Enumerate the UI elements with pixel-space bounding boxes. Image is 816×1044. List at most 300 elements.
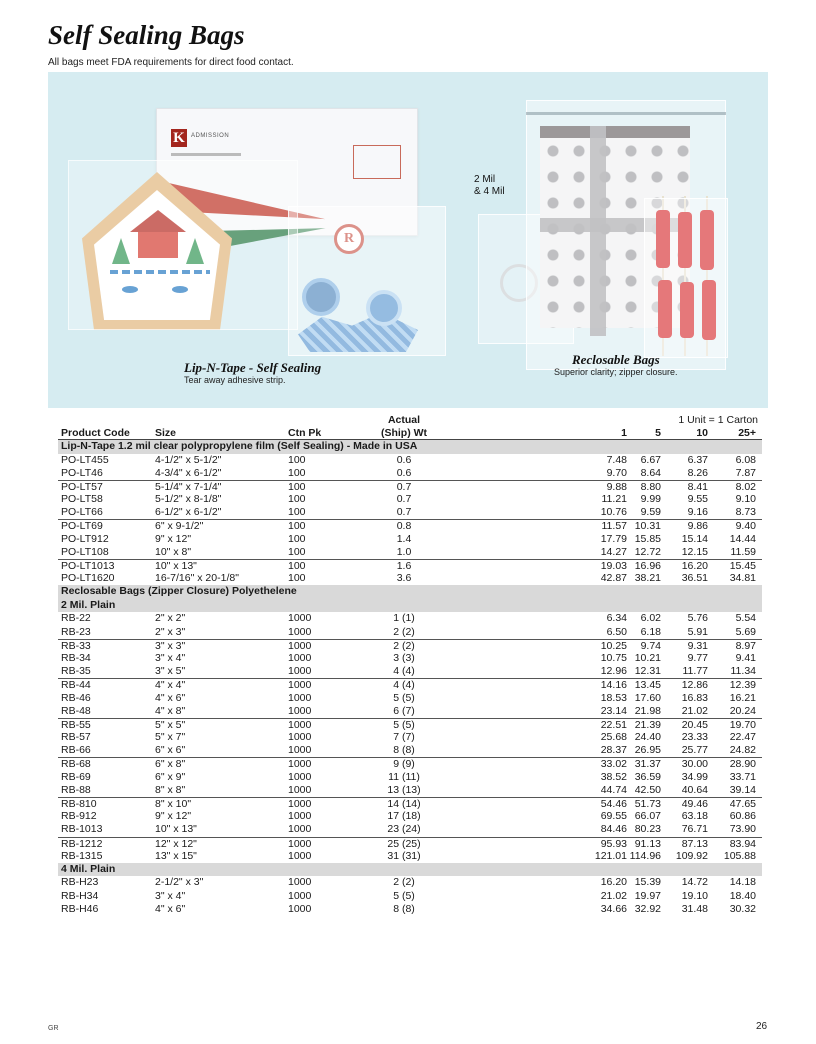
table-row: [58, 718, 762, 731]
cell-weight: 0.7: [396, 493, 412, 506]
cell-price-10: 12.86: [681, 679, 708, 692]
cell-ctn-pk: 100: [288, 466, 306, 479]
cell-price-5: 12.72: [634, 545, 661, 558]
cell-price-5: 31.37: [634, 758, 661, 771]
cell-price-5: 13.45: [634, 679, 661, 692]
cell-ctn-pk: 1000: [288, 810, 312, 823]
caption-left-title: Lip-N-Tape - Self Sealing: [184, 360, 322, 375]
cell-ctn-pk: 100: [288, 453, 306, 466]
table-row: [58, 652, 762, 665]
cell-price-10: 21.02: [681, 704, 708, 717]
cell-price-1: 6.34: [606, 612, 627, 625]
cell-weight: 1 (1): [393, 612, 415, 625]
cell-price-25: 14.18: [729, 876, 756, 889]
cell-price-1: 6.50: [606, 625, 627, 638]
table-row: [58, 890, 762, 903]
cell-price-1: 11.21: [601, 493, 627, 506]
cell-price-1: 34.66: [600, 902, 627, 915]
cell-price-1: 10.75: [600, 651, 627, 664]
cell-price-25: 83.94: [729, 837, 756, 850]
cell-ctn-pk: 1000: [288, 718, 312, 731]
cell-price-10: 9.77: [687, 651, 708, 664]
cell-ctn-pk: 1000: [288, 876, 312, 889]
cell-size: 12" x 12": [155, 837, 197, 850]
cell-price-10: 6.37: [687, 453, 708, 466]
cell-product-code: RB-35: [61, 665, 91, 678]
envelope-logo: K: [171, 129, 187, 147]
table-row: [58, 559, 762, 572]
cell-price-25: 5.54: [735, 612, 756, 625]
cell-weight: 8 (8): [393, 744, 415, 757]
table-row: [58, 876, 762, 889]
cell-price-5: 16.96: [634, 560, 661, 572]
cell-ctn-pk: 1000: [288, 704, 312, 717]
cell-price-5: 9.59: [640, 506, 661, 519]
cell-price-25: 33.71: [729, 770, 756, 783]
cell-weight: 5 (5): [393, 889, 415, 902]
section-title: Reclosable Bags (Zipper Closure) Polyethelene: [61, 585, 297, 598]
cell-price-1: 25.68: [600, 731, 627, 744]
cell-price-1: 69.55: [600, 810, 627, 823]
page-title: Self Sealing Bags: [48, 20, 245, 50]
cell-price-1: 54.46: [600, 798, 627, 810]
envelope-stamp-box: [353, 145, 401, 179]
cell-price-5: 51.73: [634, 798, 661, 810]
cell-product-code: RB-1013: [61, 823, 103, 836]
cell-price-5: 9.74: [640, 639, 661, 652]
cell-size: 6" x 6": [155, 744, 186, 757]
table-row: [58, 810, 762, 823]
cell-weight: 0.6: [396, 453, 412, 466]
caption-right-subtitle: Superior clarity; zipper closure.: [554, 367, 678, 377]
header-price-25: 25+: [738, 427, 756, 439]
product-photo: [48, 72, 768, 408]
cell-size: 13" x 15": [155, 849, 197, 862]
cell-price-10: 25.77: [681, 744, 708, 757]
cell-product-code: PO-LT58: [61, 493, 103, 506]
cell-product-code: PO-LT455: [61, 453, 109, 466]
cell-price-25: 30.32: [729, 902, 756, 915]
cell-ctn-pk: 1000: [288, 783, 312, 796]
cell-price-10: 40.64: [681, 783, 708, 796]
cell-size: 9" x 12": [155, 532, 192, 545]
cell-size: 5" x 5": [155, 718, 186, 731]
cell-price-10: 109.92: [675, 849, 708, 862]
cell-price-1: 7.48: [606, 453, 627, 466]
cell-price-5: 10.21: [634, 651, 661, 664]
cell-size: 10" x 8": [155, 545, 192, 558]
cell-price-1: 33.02: [600, 758, 627, 771]
cell-price-10: 9.16: [687, 506, 708, 519]
cell-price-25: 9.40: [735, 520, 756, 533]
envelope-name: ADMISSION: [191, 133, 230, 139]
cell-price-10: 87.13: [681, 837, 708, 850]
table-row: [58, 850, 762, 863]
cell-product-code: RB-1315: [61, 849, 103, 862]
zipper-closure: [526, 112, 726, 115]
table-row: [58, 626, 762, 639]
header-price-5: 5: [655, 427, 661, 439]
cell-price-10: 34.99: [681, 770, 708, 783]
cell-price-10: 8.26: [687, 466, 708, 479]
cell-price-10: 19.10: [681, 889, 708, 902]
cell-price-5: 6.18: [640, 625, 661, 638]
cell-price-5: 17.60: [634, 691, 661, 704]
section-title: 4 Mil. Plain: [61, 862, 116, 875]
cell-weight: 17 (18): [387, 810, 421, 823]
cell-weight: 31 (31): [387, 849, 421, 862]
cell-price-5: 6.02: [640, 612, 661, 625]
cell-price-25: 9.10: [735, 493, 756, 506]
cell-size: 3" x 4": [155, 651, 186, 664]
section-header: [58, 863, 762, 877]
cell-weight: 5 (5): [393, 691, 415, 704]
cell-price-25: 18.40: [729, 889, 756, 902]
cell-product-code: PO-LT1013: [61, 560, 115, 572]
cell-price-25: 16.21: [729, 691, 756, 704]
cell-price-1: 23.14: [600, 704, 627, 717]
cell-price-5: 15.39: [634, 876, 661, 889]
cell-price-25: 14.44: [729, 532, 756, 545]
table-row: [58, 678, 762, 691]
cell-ctn-pk: 1000: [288, 758, 312, 771]
cell-price-1: 9.70: [606, 466, 627, 479]
page-subtitle: All bags meet FDA requirements for direct food contact.: [48, 57, 294, 68]
cell-price-10: 9.55: [687, 493, 708, 506]
page-number: 26: [756, 1021, 768, 1032]
cell-size: 4-3/4" x 6-1/2": [155, 466, 222, 479]
header-size: Size: [155, 427, 177, 439]
cell-weight: 3 (3): [393, 651, 415, 664]
cell-price-1: 121.01: [594, 849, 627, 862]
cell-price-1: 9.88: [606, 480, 627, 493]
candy-zipper-bag: [644, 198, 728, 358]
cell-price-25: 9.41: [735, 651, 756, 664]
cell-product-code: RB-44: [61, 679, 91, 692]
cell-product-code: RB-34: [61, 651, 91, 664]
cell-price-5: 6.67: [640, 453, 661, 466]
cell-ctn-pk: 1000: [288, 731, 312, 744]
cell-size: 4" x 6": [155, 902, 186, 915]
cell-ctn-pk: 1000: [288, 837, 312, 850]
cell-weight: 0.7: [396, 480, 412, 493]
cell-product-code: RB-46: [61, 691, 91, 704]
cell-weight: 1.4: [396, 532, 412, 545]
header-weight: (Ship) Wt: [380, 427, 428, 439]
cell-product-code: PO-LT1620: [61, 572, 115, 585]
cell-product-code: PO-LT69: [61, 520, 103, 533]
cell-weight: 13 (13): [387, 783, 421, 796]
cell-price-5: 80.23: [634, 823, 661, 836]
cell-size: 2" x 3": [155, 625, 186, 638]
mil-label-line1: 2 Mil: [474, 174, 496, 185]
cell-product-code: RB-912: [61, 810, 97, 823]
cell-weight: 7 (7): [393, 731, 415, 744]
cell-price-10: 5.91: [687, 625, 708, 638]
cell-price-1: 10.25: [600, 639, 627, 652]
cell-price-5: 42.50: [634, 783, 661, 796]
cell-price-1: 11.57: [601, 520, 627, 533]
cell-product-code: RB-1212: [61, 837, 103, 850]
table-row: [58, 797, 762, 810]
lip-n-tape-bag-large: [68, 160, 298, 330]
cell-ctn-pk: 100: [288, 572, 306, 585]
cell-price-25: 47.65: [729, 798, 756, 810]
price-table: [58, 414, 762, 916]
unit-note: 1 Unit = 1 Carton: [678, 414, 758, 426]
cell-weight: 25 (25): [387, 837, 421, 850]
cell-size: 3" x 4": [155, 889, 186, 902]
table-row: [58, 744, 762, 757]
cell-ctn-pk: 1000: [288, 691, 312, 704]
cell-weight: 0.7: [396, 506, 412, 519]
table-header-top: [58, 414, 762, 427]
cell-size: 3" x 5": [155, 665, 186, 678]
cell-ctn-pk: 1000: [288, 612, 312, 625]
cell-price-25: 8.97: [735, 639, 756, 652]
cell-price-5: 10.31: [634, 520, 661, 533]
table-body: [58, 440, 762, 916]
cell-price-5: 15.85: [634, 532, 661, 545]
cell-ctn-pk: 1000: [288, 798, 312, 810]
cell-price-10: 12.15: [681, 545, 708, 558]
header-product-code: Product Code: [61, 427, 130, 439]
cell-price-5: 26.95: [634, 744, 661, 757]
table-row: [58, 467, 762, 480]
cell-price-10: 9.31: [687, 639, 708, 652]
cell-size: 5-1/2" x 8-1/8": [155, 493, 222, 506]
cell-product-code: RB-23: [61, 625, 91, 638]
cell-price-25: 105.88: [723, 849, 756, 862]
cell-price-25: 60.86: [729, 810, 756, 823]
table-row: [58, 572, 762, 585]
cell-product-code: RB-48: [61, 704, 91, 717]
cell-size: 2-1/2" x 3": [155, 876, 204, 889]
caption-right-title: Reclosable Bags: [572, 352, 660, 367]
cell-weight: 2 (2): [393, 876, 415, 889]
cell-ctn-pk: 1000: [288, 770, 312, 783]
cell-weight: 2 (2): [393, 639, 415, 652]
cell-price-10: 14.72: [681, 876, 708, 889]
cell-size: 4" x 6": [155, 691, 186, 704]
cell-size: 9" x 12": [155, 810, 192, 823]
cell-weight: 9 (9): [393, 758, 415, 771]
cell-weight: 11 (11): [388, 770, 420, 783]
cell-ctn-pk: 1000: [288, 744, 312, 757]
cell-size: 8" x 8": [155, 783, 186, 796]
cell-price-1: 19.03: [600, 560, 627, 572]
cell-price-1: 16.20: [600, 876, 627, 889]
header-price-1: 1: [621, 427, 627, 439]
cell-ctn-pk: 1000: [288, 651, 312, 664]
header-ctn-pk: Ctn Pk: [288, 427, 322, 439]
cell-price-25: 11.34: [730, 665, 756, 678]
cell-price-1: 12.96: [600, 665, 627, 678]
cell-price-25: 7.87: [735, 466, 756, 479]
cell-size: 10" x 13": [155, 823, 197, 836]
cell-price-5: 32.92: [634, 902, 661, 915]
cell-size: 6" x 8": [155, 758, 186, 771]
cell-price-10: 5.76: [687, 612, 708, 625]
cell-price-25: 6.08: [735, 453, 756, 466]
cell-ctn-pk: 1000: [288, 639, 312, 652]
table-row: [58, 903, 762, 916]
cell-price-5: 8.64: [640, 466, 661, 479]
r-badge: R: [334, 224, 364, 254]
cell-price-10: 76.71: [681, 823, 708, 836]
cell-ctn-pk: 1000: [288, 902, 312, 915]
cell-product-code: RB-55: [61, 718, 91, 731]
cell-price-10: 8.41: [687, 480, 708, 493]
cell-price-5: 114.96: [629, 849, 661, 862]
cell-price-1: 42.87: [600, 572, 627, 585]
section-title: 2 Mil. Plain: [61, 598, 116, 611]
cell-weight: 4 (4): [393, 679, 415, 692]
section-title: Lip-N-Tape 1.2 mil clear polypropylene film (Self Sealing) - Made in USA: [61, 440, 418, 452]
cell-size: 6" x 9-1/2": [155, 520, 204, 533]
cell-weight: 0.8: [396, 520, 412, 533]
table-header: [58, 427, 762, 440]
cell-price-1: 44.74: [600, 783, 627, 796]
cell-price-1: 18.53: [600, 691, 627, 704]
cell-product-code: RB-H23: [61, 876, 99, 889]
lip-n-tape-bag-small: [288, 206, 446, 356]
cell-price-10: 31.48: [681, 902, 708, 915]
cell-weight: 23 (24): [387, 823, 421, 836]
cell-size: 6-1/2" x 6-1/2": [155, 506, 222, 519]
cell-price-1: 10.76: [600, 506, 627, 519]
cell-price-1: 38.52: [600, 770, 627, 783]
cell-price-25: 5.69: [735, 625, 756, 638]
cell-price-5: 91.13: [634, 837, 661, 850]
cell-size: 2" x 2": [155, 612, 186, 625]
cell-ctn-pk: 100: [288, 480, 306, 493]
cell-price-25: 8.02: [735, 480, 756, 493]
cell-weight: 2 (2): [393, 625, 415, 638]
envelope-address-lines: [171, 153, 241, 156]
cell-product-code: RB-68: [61, 758, 91, 771]
table-row: [58, 705, 762, 718]
table-row: [58, 757, 762, 770]
footer-code: GR: [48, 1025, 59, 1032]
table-row: [58, 546, 762, 559]
cell-ctn-pk: 1000: [288, 665, 312, 678]
table-row: [58, 454, 762, 467]
cell-size: 16-7/16" x 20-1/8": [155, 572, 239, 585]
cell-ctn-pk: 100: [288, 532, 306, 545]
table-row: [58, 784, 762, 797]
cell-price-10: 63.18: [681, 810, 708, 823]
section-header: [58, 440, 762, 454]
cell-price-5: 21.39: [634, 718, 661, 731]
cell-product-code: PO-LT912: [61, 532, 109, 545]
cell-price-10: 16.20: [681, 560, 708, 572]
table-row: [58, 692, 762, 705]
cell-price-5: 36.59: [634, 770, 661, 783]
cell-weight: 0.6: [396, 466, 412, 479]
cell-product-code: RB-33: [61, 639, 91, 652]
cell-price-1: 14.27: [600, 545, 627, 558]
table-row: [58, 731, 762, 744]
cell-price-10: 15.14: [681, 532, 708, 545]
table-row: [58, 639, 762, 652]
cell-price-25: 15.45: [729, 560, 756, 572]
cell-weight: 14 (14): [387, 798, 421, 810]
cell-price-1: 22.51: [600, 718, 627, 731]
table-row: [58, 665, 762, 678]
cell-price-1: 95.93: [600, 837, 627, 850]
cell-ctn-pk: 1000: [288, 889, 312, 902]
cell-product-code: PO-LT108: [61, 545, 109, 558]
cell-price-10: 23.33: [681, 731, 708, 744]
cell-size: 6" x 9": [155, 770, 186, 783]
cell-price-5: 38.21: [634, 572, 661, 585]
header-price-10: 10: [696, 427, 708, 439]
cell-price-25: 24.82: [729, 744, 756, 757]
cell-product-code: RB-22: [61, 612, 91, 625]
cell-ctn-pk: 1000: [288, 625, 312, 638]
caption-left-subtitle: Tear away adhesive strip.: [184, 375, 286, 385]
cell-price-25: 12.39: [729, 679, 756, 692]
cell-price-5: 66.07: [634, 810, 661, 823]
cell-size: 4" x 8": [155, 704, 186, 717]
cell-size: 8" x 10": [155, 798, 192, 810]
section-header: [58, 585, 762, 599]
weight-header-top: Actual: [387, 414, 421, 426]
cell-product-code: RB-H34: [61, 889, 99, 902]
cell-product-code: PO-LT66: [61, 506, 103, 519]
cell-weight: 1.6: [396, 560, 412, 572]
cell-weight: 6 (7): [393, 704, 415, 717]
table-row: [58, 823, 762, 836]
cell-ctn-pk: 100: [288, 560, 306, 572]
cell-price-25: 8.73: [735, 506, 756, 519]
cell-price-1: 14.16: [600, 679, 627, 692]
cell-ctn-pk: 100: [288, 520, 306, 533]
cell-price-25: 28.90: [729, 758, 756, 771]
cell-price-25: 22.47: [729, 731, 756, 744]
cell-price-10: 20.45: [681, 718, 708, 731]
table-row: [58, 506, 762, 519]
cell-price-25: 19.70: [729, 718, 756, 731]
cell-product-code: RB-88: [61, 783, 91, 796]
cell-weight: 1.0: [396, 545, 412, 558]
cell-price-1: 28.37: [600, 744, 627, 757]
cell-price-5: 19.97: [634, 889, 661, 902]
cell-ctn-pk: 1000: [288, 849, 312, 862]
cell-price-10: 11.77: [682, 665, 708, 678]
table-row: [58, 837, 762, 850]
cell-price-10: 30.00: [681, 758, 708, 771]
cell-price-10: 16.83: [681, 691, 708, 704]
table-row: [58, 771, 762, 784]
cell-size: 4" x 4": [155, 679, 186, 692]
cell-product-code: RB-810: [61, 798, 97, 810]
mil-label-line2: & 4 Mil: [474, 186, 505, 197]
cell-product-code: RB-57: [61, 731, 91, 744]
cell-weight: 4 (4): [393, 665, 415, 678]
cell-price-5: 21.98: [634, 704, 661, 717]
cell-size: 3" x 3": [155, 639, 186, 652]
cell-weight: 8 (8): [393, 902, 415, 915]
cell-price-5: 24.40: [634, 731, 661, 744]
cell-price-1: 21.02: [600, 889, 627, 902]
cell-size: 10" x 13": [155, 560, 197, 572]
mil-label: [474, 174, 505, 198]
cell-price-25: 39.14: [729, 783, 756, 796]
cell-price-1: 17.79: [600, 532, 627, 545]
table-row: [58, 612, 762, 625]
